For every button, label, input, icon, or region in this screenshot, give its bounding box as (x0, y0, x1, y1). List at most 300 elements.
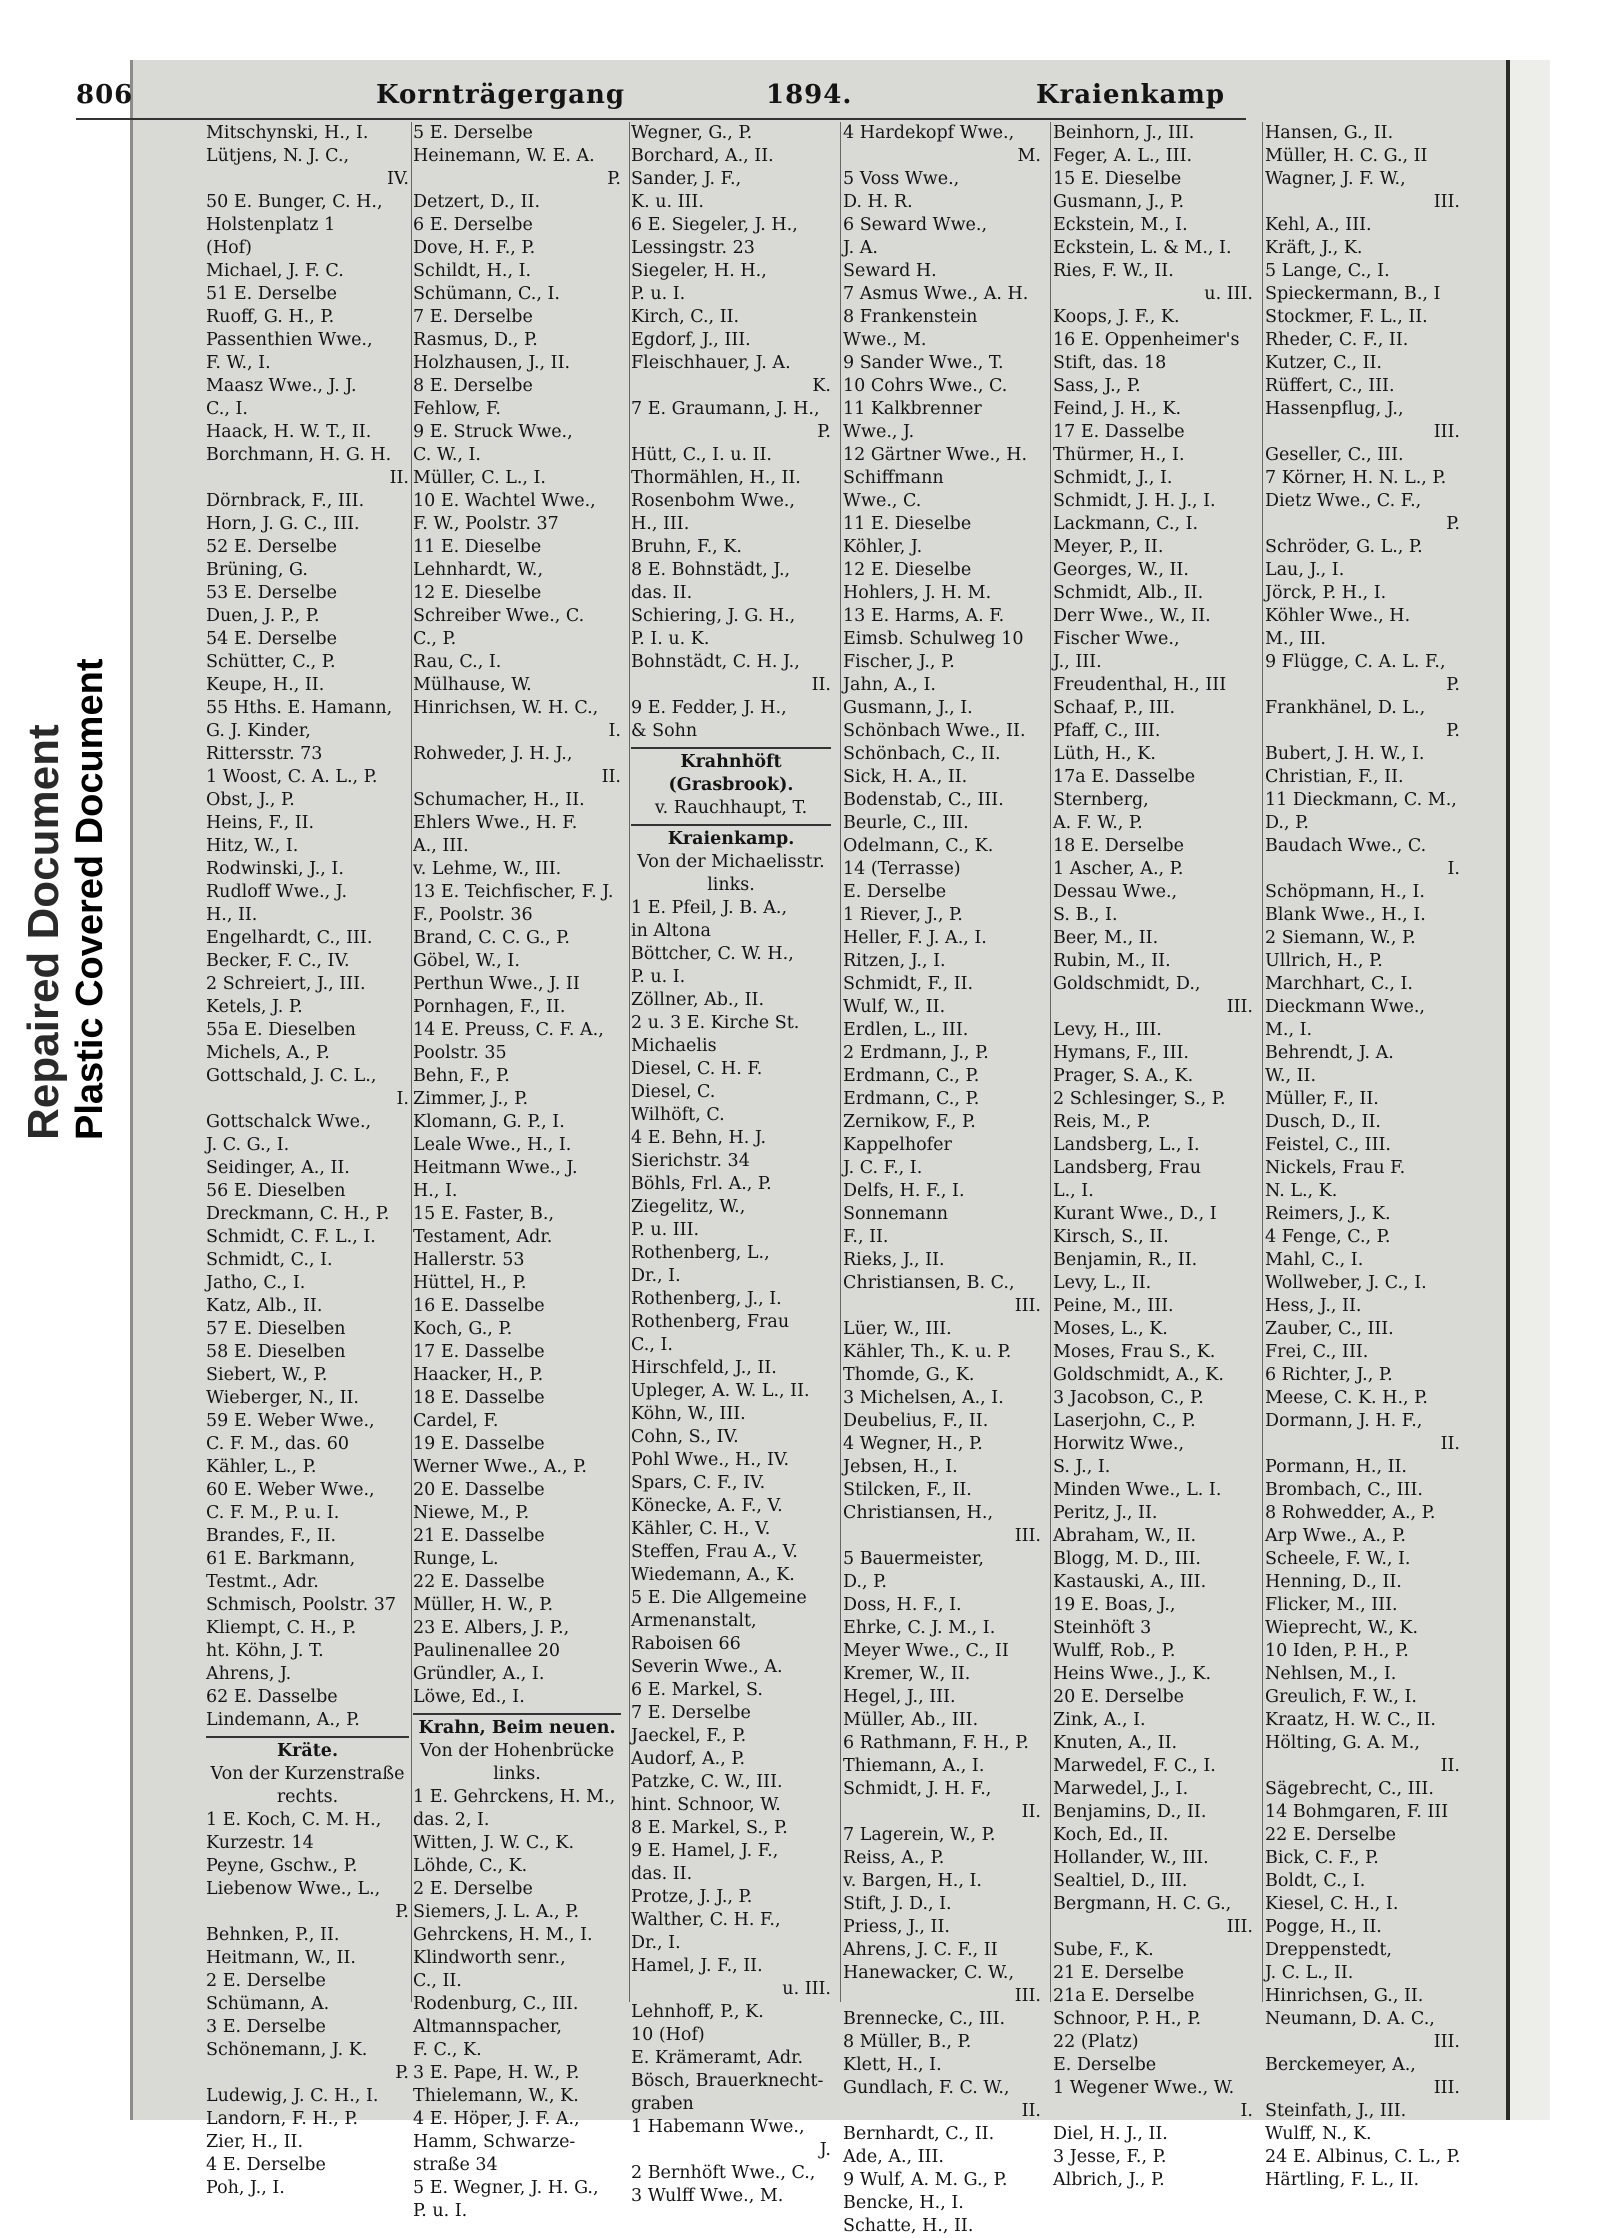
directory-entry: Erdmann, C., P. (843, 1089, 980, 1109)
directory-entry: Brandes, F., II. (206, 1526, 337, 1546)
directory-entry: Priess, J., II. (843, 1917, 950, 1937)
directory-entry: Schmidt, Alb., II. (1053, 583, 1204, 603)
directory-entry: Henning, D., II. (1265, 1572, 1402, 1592)
directory-entry: Ketels, J. P. (206, 997, 303, 1017)
directory-entry: Protze, J. J., P. (631, 1887, 753, 1907)
directory-entry: 22 E. Dasselbe (413, 1572, 545, 1592)
directory-entry: Poh, J., I. (206, 2178, 285, 2198)
directory-entry: Goldschmidt, A., K. (1053, 1365, 1224, 1385)
directory-entry: Kähler, C. H., V. (631, 1519, 771, 1539)
directory-entry: Wollweber, J. C., I. (1265, 1273, 1427, 1293)
directory-entry: Prager, S. A., K. (1053, 1066, 1194, 1086)
directory-entry: Thielemann, W., K. (413, 2086, 579, 2106)
directory-entry: Schümann, A. (206, 1994, 330, 2014)
directory-entry: 10 E. Wachtel Wwe., (413, 491, 596, 511)
directory-entry: Rothenberg, J., I. (631, 1289, 782, 1309)
directory-entry: Müller, Ab., III. (843, 1710, 979, 1730)
directory-entry: u. III. (782, 1979, 831, 1999)
directory-entry: Holzhausen, J., II. (413, 353, 571, 373)
directory-entry: Ritzen, J., I. (843, 951, 946, 971)
directory-entry: Kähler, L., P. (206, 1457, 317, 1477)
directory-entry: S. J., I. (1053, 1457, 1111, 1477)
directory-entry: P. u. I. (631, 967, 686, 987)
directory-entry: 2 E. Derselbe (413, 1879, 533, 1899)
directory-entry: Wieberger, N., II. (206, 1388, 359, 1408)
directory-entry: Paulinenallee 20 (413, 1641, 560, 1661)
directory-entry: Duen, J. P., P. (206, 606, 320, 626)
directory-entry: I. (396, 1089, 409, 1109)
directory-entry: 6 E. Derselbe (413, 215, 533, 235)
directory-entry: Hinrichsen, W. H. C., (413, 698, 599, 718)
directory-entry: Peyne, Gschw., P. (206, 1856, 358, 1876)
directory-entry: Müller, H. W., P. (413, 1595, 554, 1615)
directory-entry: Gehrckens, H. M., I. (413, 1925, 593, 1945)
directory-entry: Odelmann, C., K. (843, 836, 994, 856)
directory-entry: 12 E. Dieselbe (413, 583, 542, 603)
directory-entry: Zernikow, F., P. (843, 1112, 976, 1132)
directory-entry: Cohn, S., IV. (631, 1427, 739, 1447)
directory-entry: Bernhardt, C., II. (843, 2124, 995, 2144)
directory-entry: Kurant Wwe., D., I (1053, 1204, 1217, 1224)
directory-entry: Kirsch, S., II. (1053, 1227, 1169, 1247)
directory-entry: E. Derselbe (1053, 2055, 1157, 2075)
directory-entry: Audorf, A., P. (631, 1749, 746, 1769)
directory-entry: 9 E. Fedder, J. H., (631, 698, 787, 718)
directory-entry: 7 Asmus Wwe., A. H. (843, 284, 1029, 304)
directory-entry: Ries, F. W., II. (1053, 261, 1174, 281)
directory-entry: Rohweder, J. H. J., (413, 744, 573, 764)
directory-entry: Jaeckel, F., P. (631, 1726, 747, 1746)
directory-entry: Böttcher, C. W. H., (631, 944, 794, 964)
directory-entry: Blogg, M. D., III. (1053, 1549, 1201, 1569)
directory-entry: P. (395, 1902, 409, 1922)
directory-entry: Wulff, Rob., P. (1053, 1641, 1176, 1661)
directory-entry: 19 E. Dasselbe (413, 1434, 545, 1454)
directory-entry: Pfaff, C., III. (1053, 721, 1161, 741)
directory-entry: v. Bargen, H., I. (843, 1871, 982, 1891)
directory-entry: Meese, C. K. H., P. (1265, 1388, 1428, 1408)
side-label (20, 380, 130, 1140)
directory-entry: Werner Wwe., A., P. (413, 1457, 587, 1477)
directory-entry: (Hof) (206, 238, 252, 258)
directory-entry: Stockmer, F. L., II. (1265, 307, 1428, 327)
directory-entry: 1 E. Pfeil, J. B. A., (631, 898, 788, 918)
directory-entry: Jebsen, H., I. (843, 1457, 958, 1477)
directory-entry: W., II. (1265, 1066, 1317, 1086)
directory-entry: M., I. (1265, 1020, 1313, 1040)
directory-entry: P. (607, 169, 621, 189)
directory-entry: straße 34 (413, 2155, 498, 2175)
directory-entry: Peritz, J., II. (1053, 1503, 1158, 1523)
directory-entry: Schönbach Wwe., II. (843, 721, 1026, 741)
directory-entry: Greulich, F. W., I. (1265, 1687, 1417, 1707)
directory-entry: 5 E. Derselbe (413, 123, 533, 143)
directory-entry: Witten, J. W. C., K. (413, 1833, 575, 1853)
directory-entry: Moses, Frau S., K. (1053, 1342, 1216, 1362)
column-divider (840, 122, 841, 2002)
column-divider (1050, 122, 1051, 2002)
directory-entry: Hollander, W., III. (1053, 1848, 1209, 1868)
directory-entry: Horwitz Wwe., (1053, 1434, 1185, 1454)
directory-entry: P. (817, 422, 831, 442)
directory-entry: 9 Sander Wwe., T. (843, 353, 1004, 373)
directory-entry: Thürmer, H., I. (1053, 445, 1185, 465)
directory-entry: Heller, F. J. A., I. (843, 928, 987, 948)
directory-entry: Hinrichsen, G., II. (1265, 1986, 1424, 2006)
directory-entry: Liebenow Wwe., L., (206, 1879, 381, 1899)
directory-entry: Ehlers Wwe., H. F. (413, 813, 578, 833)
directory-entry: Sierichstr. 34 (631, 1151, 750, 1171)
directory-entry: Rieks, J., II. (843, 1250, 945, 1270)
directory-entry: Köhler Wwe., H. (1265, 606, 1411, 626)
directory-entry: 23 E. Albers, J. P., (413, 1618, 570, 1638)
directory-entry: Eimsb. Schulweg 10 (843, 629, 1024, 649)
directory-entry: 15 E. Faster, B., (413, 1204, 555, 1224)
directory-entry: Ahrens, J. C. F., II (843, 1940, 998, 1960)
directory-entry: Testament, Adr. (413, 1227, 553, 1247)
directory-entry: Zöllner, Ab., II. (631, 990, 765, 1010)
directory-entry: Siebert, W., P. (206, 1365, 328, 1385)
directory-entry: 5 E. Die Allgemeine (631, 1588, 807, 1608)
directory-entry: 2 u. 3 E. Kirche St. (631, 1013, 800, 1033)
directory-entry: 8 Frankenstein (843, 307, 978, 327)
side-label-text (20, 380, 112, 1140)
side-label-main: Plastic Covered Document (69, 658, 111, 1140)
directory-entry: 22 (Platz) (1053, 2032, 1139, 2052)
directory-entry: Frankhänel, D. L., (1265, 698, 1426, 718)
directory-entry: Niewe, M., P. (413, 1503, 530, 1523)
directory-entry: das. II. (631, 1864, 693, 1884)
directory-entry: Dove, H. F., P. (413, 238, 536, 258)
directory-entry: III. (1433, 192, 1460, 212)
directory-entry: Jörck, P. H., I. (1265, 583, 1387, 603)
directory-entry: III. (1014, 1526, 1041, 1546)
directory-entry: 57 E. Dieselben (206, 1319, 346, 1339)
directory-entry: Michels, A., P. (206, 1043, 330, 1063)
directory-entry: Schmidt, J. H. F., (843, 1779, 992, 1799)
directory-entry: 1 Riever, J., P. (843, 905, 963, 925)
directory-entry: Keupe, H., II. (206, 675, 325, 695)
directory-entry: Schiffmann (843, 468, 944, 488)
directory-entry: Severin Wwe., A. (631, 1657, 783, 1677)
directory-entry: 2 Siemann, W., P. (1265, 928, 1416, 948)
directory-entry: D. H. R. (843, 192, 913, 212)
directory-entry: 11 E. Dieselbe (413, 537, 542, 557)
directory-entry: K. (812, 376, 831, 396)
directory-entry: Nehlsen, M., I. (1265, 1664, 1397, 1684)
directory-entry: C. F. M., P. u. I. (206, 1503, 340, 1523)
directory-entry: Schnoor, P. H., P. (1053, 2009, 1202, 2029)
directory-entry: J., III. (1053, 652, 1102, 672)
directory-entry: Müller, C. L., I. (413, 468, 546, 488)
directory-entry: Delfs, H. F., I. (843, 1181, 965, 1201)
directory-entry: 3 Jacobson, C., P. (1053, 1388, 1204, 1408)
directory-entry: 8 E. Markel, S., P. (631, 1818, 788, 1838)
directory-entry: E. Derselbe (843, 882, 947, 902)
directory-entry: Koch, G., P. (413, 1319, 513, 1339)
directory-entry: C., P. (413, 629, 457, 649)
directory-entry: 3 Jesse, F., P. (1053, 2147, 1167, 2167)
directory-entry: Koops, J. F., K. (1053, 307, 1180, 327)
directory-entry: Borchard, A., II. (631, 146, 774, 166)
directory-entry: 1 E. Gehrckens, H. M., (413, 1787, 616, 1807)
directory-entry: Kliempt, C. H., P. (206, 1618, 357, 1638)
directory-entry: 3 Michelsen, A., I. (843, 1388, 1004, 1408)
directory-entry: Dieckmann Wwe., (1265, 997, 1425, 1017)
directory-entry: Kiesel, C. H., I. (1265, 1894, 1399, 1914)
directory-entry: Dessau Wwe., (1053, 882, 1178, 902)
directory-entry: Schumacher, H., II. (413, 790, 585, 810)
directory-entry: Bruhn, F., K. (631, 537, 742, 557)
directory-entry: Hess, J., II. (1265, 1296, 1362, 1316)
directory-entry: 58 E. Dieselben (206, 1342, 346, 1362)
header-year: 1894. (766, 80, 853, 110)
directory-entry: Von der Michaelisstr. (637, 852, 825, 872)
column-divider (1262, 122, 1263, 2002)
directory-entry: Beurle, C., III. (843, 813, 969, 833)
directory-entry: Dörnbrack, F., III. (206, 491, 365, 511)
directory-entry: u. III. (1204, 284, 1253, 304)
directory-entry: Spieckermann, B., I (1265, 284, 1441, 304)
directory-entry: L., I. (1053, 1181, 1094, 1201)
directory-entry: 11 E. Dieselbe (843, 514, 972, 534)
directory-entry: Köhler, J. (843, 537, 923, 557)
directory-entry: Wulff, N., K. (1265, 2124, 1372, 2144)
directory-entry: 61 E. Barkmann, (206, 1549, 356, 1569)
directory-entry: Kremer, W., II. (843, 1664, 971, 1684)
directory-entry: D., P. (843, 1572, 887, 1592)
page-number: 806 (76, 80, 134, 110)
directory-entry: Bodenstab, C., III. (843, 790, 1004, 810)
directory-entry: 5 Voss Wwe., (843, 169, 960, 189)
directory-entry: Schütter, C., P. (206, 652, 336, 672)
directory-entry: P. u. III. (631, 1220, 700, 1240)
directory-entry: 20 E. Dasselbe (413, 1480, 545, 1500)
directory-entry: Rosenbohm Wwe., (631, 491, 795, 511)
directory-entry: Sander, J. F., (631, 169, 742, 189)
directory-entry: Lessingstr. 23 (631, 238, 755, 258)
directory-entry: 19 E. Boas, J., (1053, 1595, 1176, 1615)
directory-entry: III. (1433, 422, 1460, 442)
directory-entry: Marwedel, F. C., I. (1053, 1756, 1216, 1776)
directory-entry: II. (1440, 1434, 1460, 1454)
directory-entry: Wulf, W., II. (843, 997, 946, 1017)
directory-entry: Gundlach, F. C. W., (843, 2078, 1010, 2098)
directory-entry: Zink, A., I. (1053, 1710, 1146, 1730)
directory-entry: Hansen, G., II. (1265, 123, 1394, 143)
directory-entry: Köhn, W., III. (631, 1404, 746, 1424)
directory-entry: Behn, F., P. (413, 1066, 510, 1086)
directory-entry: 10 Cohrs Wwe., C. (843, 376, 1008, 396)
directory-entry: Sonnemann (843, 1204, 948, 1224)
page-edge (1506, 60, 1550, 2120)
directory-entry: Diesel, C. (631, 1082, 716, 1102)
directory-entry: Lau, J., I. (1265, 560, 1345, 580)
directory-entry: Jatho, C., I. (206, 1273, 306, 1293)
directory-entry: Sass, J., P. (1053, 376, 1141, 396)
directory-column-5 (1053, 122, 1253, 2190)
directory-entry: Michael, J. F. C. (206, 261, 344, 281)
directory-entry: Hassenpflug, J., (1265, 399, 1404, 419)
directory-entry: Fischer Wwe., (1053, 629, 1180, 649)
directory-entry: Nickels, Frau F. (1265, 1158, 1406, 1178)
header-right-title: Kraienkamp (1036, 80, 1226, 110)
directory-entry: Brüning, G. (206, 560, 308, 580)
directory-entry: 21 E. Dasselbe (413, 1526, 545, 1546)
directory-entry: Siegeler, H. H., (631, 261, 767, 281)
directory-entry: Sealtiel, D., III. (1053, 1871, 1188, 1891)
directory-entry: P. (1446, 721, 1460, 741)
directory-entry: Wiedemann, A., K. (631, 1565, 795, 1585)
directory-entry: Müller, F., II. (1265, 1089, 1379, 1109)
directory-entry: Müller, H. C. G., II (1265, 146, 1428, 166)
directory-entry: Fischer, J., P. (843, 652, 955, 672)
directory-entry: Hirschfeld, J., II. (631, 1358, 777, 1378)
directory-entry: Zauber, C., III. (1265, 1319, 1394, 1339)
directory-entry: 2 E. Derselbe (206, 1971, 326, 1991)
directory-entry: Wilhöft, C. (631, 1105, 725, 1125)
directory-entry: Schildt, H., I. (413, 261, 532, 281)
directory-entry: J. C. L., II. (1265, 1963, 1354, 1983)
directory-entry: Hymans, F., III. (1053, 1043, 1189, 1063)
directory-column-6 (1265, 122, 1461, 2190)
directory-entry: III. (1014, 1296, 1041, 1316)
directory-entry: Dr., I. (631, 1266, 681, 1286)
directory-entry: 24 E. Albinus, C. L., P. (1265, 2147, 1461, 2167)
directory-entry: 60 E. Weber Wwe., (206, 1480, 375, 1500)
directory-entry: 7 E. Derselbe (413, 307, 533, 327)
directory-entry: J. (819, 2140, 831, 2160)
directory-entry: Beinhorn, J., III. (1053, 123, 1195, 143)
column-divider (629, 122, 630, 2002)
directory-entry: 17 E. Dasselbe (1053, 422, 1185, 442)
directory-entry: 7 Lagerein, W., P. (843, 1825, 996, 1845)
header-left-title: Kornträgergang (376, 80, 626, 110)
directory-entry: Von der Kurzenstraße (210, 1764, 405, 1784)
directory-entry: in Altona (631, 921, 711, 941)
directory-entry: Albrich, J., P. (1053, 2170, 1165, 2190)
directory-entry: Poolstr. 35 (413, 1043, 507, 1063)
column-divider (411, 122, 412, 2002)
directory-entry: Beer, M., II. (1053, 928, 1159, 948)
directory-entry: Hohlers, J. H. M. (843, 583, 992, 603)
directory-entry: Krahn, Beim neuen. (413, 1713, 621, 1740)
directory-entry: Diel, H. J., II. (1053, 2124, 1168, 2144)
directory-entry: Wegner, G., P. (631, 123, 753, 143)
directory-entry: Upleger, A. W. L., II. (631, 1381, 810, 1401)
directory-entry: Steffen, Frau A., V. (631, 1542, 798, 1562)
directory-entry: Scheele, F. W., I. (1265, 1549, 1411, 1569)
directory-entry: C., I. (631, 1335, 673, 1355)
directory-entry: Schaaf, P., III. (1053, 698, 1176, 718)
directory-entry: S. B., I. (1053, 905, 1118, 925)
directory-entry: Diesel, C. H. F. (631, 1059, 763, 1079)
directory-entry: Armenanstalt, (631, 1611, 757, 1631)
directory-entry: 7 E. Graumann, J. H., (631, 399, 820, 419)
directory-entry: Rau, C., I. (413, 652, 502, 672)
directory-entry: links. (493, 1764, 541, 1784)
directory-entry: M. (1017, 146, 1041, 166)
directory-entry: Georges, W., II. (1053, 560, 1189, 580)
directory-entry: Detzert, D., II. (413, 192, 541, 212)
directory-entry: 17 E. Dasselbe (413, 1342, 545, 1362)
directory-entry: links. (707, 875, 755, 895)
directory-entry: Gusmann, J., I. (843, 698, 973, 718)
directory-entry: Kappelhofer (843, 1135, 952, 1155)
directory-entry: Behnken, P., II. (206, 1925, 340, 1945)
directory-entry: Dormann, J. H. F., (1265, 1411, 1423, 1431)
directory-entry: J. C. F., I. (843, 1158, 923, 1178)
directory-entry: Ade, A., III. (843, 2147, 944, 2167)
directory-entry: Göbel, W., I. (413, 951, 520, 971)
directory-entry: Runge, L. (413, 1549, 499, 1569)
directory-entry: Gründler, A., I. (413, 1664, 545, 1684)
directory-entry: Passenthien Wwe., (206, 330, 373, 350)
directory-entry: G. J. Kinder, (206, 721, 311, 741)
directory-entry: Altmannspacher, (413, 2017, 562, 2037)
directory-entry: Sternberg, (1053, 790, 1149, 810)
directory-entry: Reis, M., P. (1053, 1112, 1151, 1132)
directory-entry: 2 Erdmann, J., P. (843, 1043, 989, 1063)
directory-entry: Rüffert, C., III. (1265, 376, 1395, 396)
directory-entry: Bick, C. F., P. (1265, 1848, 1379, 1868)
directory-entry: Berckemeyer, A., (1265, 2055, 1416, 2075)
directory-entry: Benjamins, D., II. (1053, 1802, 1207, 1822)
directory-entry: Goldschmidt, D., (1053, 974, 1201, 994)
directory-entry: Schmisch, Poolstr. 37 (206, 1595, 397, 1615)
directory-entry: Rittersstr. 73 (206, 744, 323, 764)
directory-entry: Klett, H., I. (843, 2055, 942, 2075)
directory-entry: 10 Iden, P. H., P. (1265, 1641, 1409, 1661)
directory-entry: Ahrens, J. (206, 1664, 292, 1684)
directory-entry: Erdlen, L., III. (843, 1020, 969, 1040)
directory-entry: 4 Hardekopf Wwe., (843, 123, 1015, 143)
directory-entry: E. Krämeramt, Adr. (631, 2048, 804, 2068)
directory-entry: Pogge, H., II. (1265, 1917, 1382, 1937)
directory-entry: 2 Schlesinger, S., P. (1053, 1089, 1226, 1109)
directory-entry: 12 E. Dieselbe (843, 560, 972, 580)
directory-entry: 10 (Hof) (631, 2025, 705, 2045)
directory-entry: Gottschald, J. C. L., (206, 1066, 377, 1086)
directory-entry: Steinfath, J., III. (1265, 2101, 1407, 2121)
directory-entry: 51 E. Derselbe (206, 284, 337, 304)
directory-entry: 14 Bohmgaren, F. III (1265, 1802, 1449, 1822)
directory-entry: Schöpmann, H., I. (1265, 882, 1425, 902)
directory-entry: 1 Habemann Wwe., (631, 2117, 805, 2137)
directory-entry: Rothenberg, Frau (631, 1312, 790, 1332)
directory-entry: Egdorf, J., III. (631, 330, 751, 350)
directory-entry: 22 E. Derselbe (1265, 1825, 1396, 1845)
directory-entry: Leale Wwe., H., I. (413, 1135, 572, 1155)
directory-entry: 53 E. Derselbe (206, 583, 337, 603)
directory-entry: 6 Richter, J., P. (1265, 1365, 1393, 1385)
directory-entry: II. (389, 468, 409, 488)
directory-entry: Dusch, D., II. (1265, 1112, 1381, 1132)
directory-entry: Abraham, W., II. (1053, 1526, 1197, 1546)
directory-entry: Christian, F., II. (1265, 767, 1404, 787)
directory-entry: 4 E. Derselbe (206, 2155, 326, 2175)
directory-entry: D., P. (1265, 813, 1309, 833)
directory-entry: 1 Wegener Wwe., W. (1053, 2078, 1235, 2098)
directory-entry: Dietz Wwe., C. F., (1265, 491, 1422, 511)
directory-entry: Brennecke, C., III. (843, 2009, 1006, 2029)
directory-entry: Steinhöft 3 (1053, 1618, 1152, 1638)
directory-entry: 16 E. Oppenheimer's (1053, 330, 1240, 350)
directory-entry: P. u. I. (631, 284, 686, 304)
directory-entry: Hüttel, H., P. (413, 1273, 527, 1293)
directory-entry: Pormann, H., II. (1265, 1457, 1407, 1477)
directory-entry: Wwe., C. (843, 491, 922, 511)
